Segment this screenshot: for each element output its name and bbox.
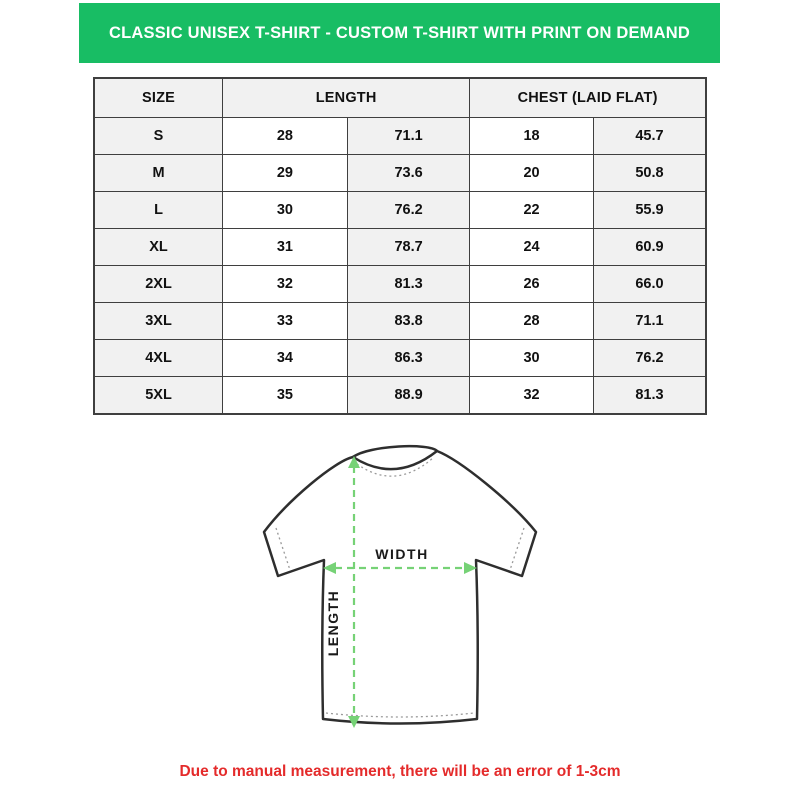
chest-in-value: 32 [470, 377, 594, 415]
length-in-value: 29 [223, 155, 348, 192]
column-header-chest: CHEST (LAID FLAT) [470, 78, 706, 118]
size-label: 5XL [94, 377, 223, 415]
size-label: L [94, 192, 223, 229]
table-row [94, 266, 706, 303]
chest-cm-value: 71.1 [593, 303, 706, 340]
page-title: CLASSIC UNISEX T-SHIRT - CUSTOM T-SHIRT WITH PRINT ON DEMAND [109, 23, 690, 42]
length-cm-value: 86.3 [347, 340, 469, 377]
table-header-row [94, 78, 706, 118]
length-cm-value: 81.3 [347, 266, 469, 303]
size-label: XL [94, 229, 223, 266]
size-label: M [94, 155, 223, 192]
table-row [94, 192, 706, 229]
size-label: 2XL [94, 266, 223, 303]
length-cm-value: 76.2 [347, 192, 469, 229]
chest-cm-value: 50.8 [593, 155, 706, 192]
table-row [94, 118, 706, 155]
chest-cm-value: 81.3 [593, 377, 706, 415]
length-in-value: 31 [223, 229, 348, 266]
width-arrow-label: WIDTH [375, 546, 429, 562]
size-chart-table [93, 77, 707, 415]
table-row [94, 229, 706, 266]
length-cm-value: 73.6 [347, 155, 469, 192]
size-label: S [94, 118, 223, 155]
chest-cm-value: 45.7 [593, 118, 706, 155]
tshirt-measurement-diagram [250, 430, 550, 750]
length-in-value: 35 [223, 377, 348, 415]
length-cm-value: 88.9 [347, 377, 469, 415]
table-row [94, 303, 706, 340]
column-header-length: LENGTH [223, 78, 470, 118]
table-row [94, 340, 706, 377]
chest-cm-value: 76.2 [593, 340, 706, 377]
length-arrow-label: LENGTH [325, 589, 341, 657]
chest-in-value: 28 [470, 303, 594, 340]
chest-cm-value: 60.9 [593, 229, 706, 266]
length-cm-value: 83.8 [347, 303, 469, 340]
chest-in-value: 18 [470, 118, 594, 155]
length-cm-value: 78.7 [347, 229, 469, 266]
chest-in-value: 22 [470, 192, 594, 229]
chest-in-value: 26 [470, 266, 594, 303]
size-label: 4XL [94, 340, 223, 377]
size-label: 3XL [94, 303, 223, 340]
length-in-value: 34 [223, 340, 348, 377]
table-row [94, 377, 706, 415]
length-cm-value: 71.1 [347, 118, 469, 155]
length-in-value: 33 [223, 303, 348, 340]
title-banner [79, 3, 720, 63]
chest-cm-value: 66.0 [593, 266, 706, 303]
measurement-disclaimer: Due to manual measurement, there will be an error of 1-3cm [179, 763, 621, 780]
length-in-value: 28 [223, 118, 348, 155]
length-in-value: 32 [223, 266, 348, 303]
table-row [94, 155, 706, 192]
tshirt-outline-drawing [264, 446, 536, 723]
chest-in-value: 24 [470, 229, 594, 266]
length-in-value: 30 [223, 192, 348, 229]
chest-in-value: 30 [470, 340, 594, 377]
chest-in-value: 20 [470, 155, 594, 192]
chest-cm-value: 55.9 [593, 192, 706, 229]
column-header-size: SIZE [94, 78, 223, 118]
